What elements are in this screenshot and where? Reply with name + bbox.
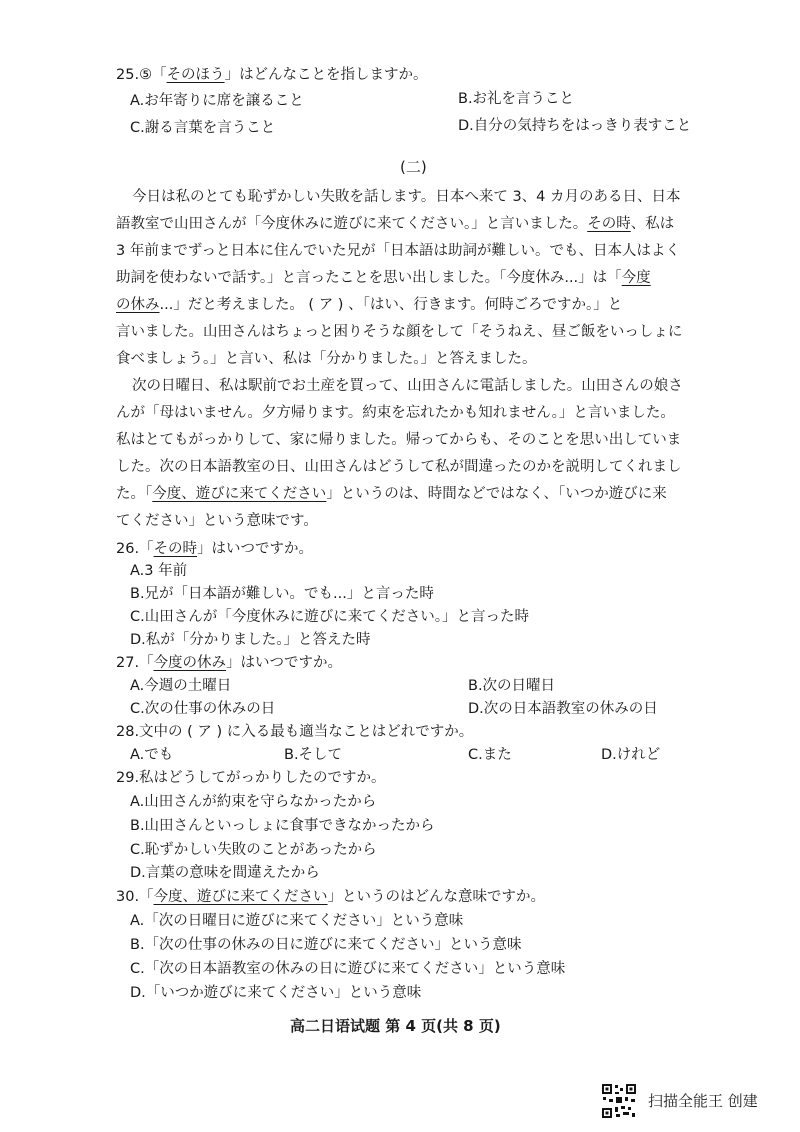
passage-line: 食べましょう。」と言い、私は「分かりました。」と答えました。 [116, 351, 537, 367]
q27-option-c: C.次の仕事の休みの日 [130, 701, 276, 717]
passage-text: 、私は [630, 216, 675, 232]
passage-line: てください」という意味です。 [116, 513, 318, 529]
q28-stem: 28.文中の ( ア ) に入る最も適当なことはどれですか。 [116, 724, 474, 740]
passage-text: た。「 [116, 486, 153, 502]
passage-line: 言いました。山田さんはちょっと困りそうな顔をして「そうねえ、昼ご飯をいっしょに [116, 324, 683, 340]
q25-open-quote: 「 [152, 67, 167, 83]
q30-option-b: B.「次の仕事の休みの日に遊びに来てください」という意味 [130, 937, 522, 953]
passage-text: 」というのは、時間などではなく、「いつか遊びに来 [326, 486, 667, 502]
q30-underlined-term: 今度、遊びに来てください [153, 889, 328, 905]
q26-number: 26.「 [116, 541, 154, 557]
q28-option-d: D.けれど [601, 747, 661, 763]
qr-code-icon [601, 1083, 637, 1119]
q25-close-quote: 」 [224, 67, 240, 83]
q25-option-d: D.自分の気持ちをはっきり表すこと [458, 118, 692, 134]
q26-option-d: D.私が「分かりました。」と答えた時 [130, 632, 371, 648]
underlined-kondo-asobi: 今度、遊びに来てください [152, 486, 327, 502]
q25-option-b: B.お礼を言うこと [458, 91, 575, 107]
section-heading: (二) [400, 158, 427, 176]
q30-option-c: C.「次の日本語教室の休みの日に遊びに来てください」という意味 [130, 961, 566, 977]
passage-line [116, 266, 651, 290]
passage-line [116, 212, 674, 236]
q25-stem [116, 64, 428, 86]
q30-option-d: D.「いつか遊びに来てください」という意味 [130, 985, 422, 1001]
q30-stem [116, 886, 545, 908]
passage-text: ...」だと考えました。 ( ア ) 、「はい、行きます。何時ごろですか。」と [159, 297, 623, 313]
q28-option-c: C.また [468, 747, 512, 763]
passage-line [116, 293, 622, 317]
passage-line: した。次の日本語教室の日、山田さんはどうして私が間違ったのかを説明してくれまし [116, 459, 682, 475]
passage-line: 3 年前までずっと日本に住んでいた兄が「日本語は助詞が難しい。でも、日本人はよく [116, 243, 680, 259]
passage-line: 私はとてもがっかりして、家に帰りました。帰ってからも、そのことを思い出していま [116, 432, 682, 448]
q27-stem [116, 652, 342, 674]
q30-question-text: 」というのはどんな意味ですか。 [327, 889, 546, 905]
q29-option-b: B.山田さんといっしょに食事できなかったから [130, 818, 435, 834]
underlined-no-yasumi: の休み [116, 297, 160, 313]
q27-option-d: D.次の日本語教室の休みの日 [468, 701, 658, 717]
q27-underlined-term: 今度の休み [153, 655, 227, 671]
q25-question-text: はどんなことを指しますか。 [239, 67, 428, 83]
q28-option-b: B.そして [284, 747, 343, 763]
q28-option-a: A.でも [130, 747, 174, 763]
q30-number: 30.「 [116, 889, 154, 905]
q29-option-c: C.恥ずかしい失敗のことがあったから [130, 842, 377, 858]
q25-underlined-term: そのほう [166, 67, 225, 83]
q30-option-a: A.「次の日曜日に遊びに来てください」という意味 [130, 913, 464, 929]
passage-line: んが「母はいません。夕方帰ります。約束を忘れたかも知れません。」と言いました。 [116, 405, 675, 421]
q29-option-a: A.山田さんが約束を守らなかったから [130, 794, 377, 810]
q25-number: 25. [116, 67, 140, 83]
q26-question-text: 」はいつですか。 [197, 541, 314, 557]
q26-option-c: C.山田さんが「今度休みに遊びに来てください。」と言った時 [130, 609, 529, 625]
underlined-sono-toki: その時 [587, 216, 631, 232]
passage-text: 語教室で山田さんが「今度休みに遊びに来てください。」と言いました。 [116, 216, 588, 232]
scanner-watermark: 扫描全能王 创建 [648, 1092, 758, 1110]
page-footer: 高二日语试题 第 4 页(共 8 页) [290, 1017, 501, 1035]
q25-circled-number: ⑤ [139, 67, 153, 83]
q26-underlined-term: その時 [153, 541, 198, 557]
q27-number: 27.「 [116, 655, 154, 671]
q25-option-c: C.謝る言葉を言うこと [130, 120, 276, 136]
q27-question-text: 」はいつですか。 [226, 655, 343, 671]
q29-stem: 29.私はどうしてがっかりしたのですか。 [116, 770, 386, 786]
underlined-kondo: 今度 [621, 270, 651, 286]
q26-option-b: B.兄が「日本語が難しい。でも...」と言った時 [130, 586, 434, 602]
passage-line [116, 482, 667, 506]
q27-option-b: B.次の日曜日 [468, 678, 556, 694]
q27-option-a: A.今週の土曜日 [130, 678, 232, 694]
passage-line: 今日は私のとても恥ずかしい失敗を話します。日本へ来て 3、4 カ月のある日、日本 [132, 189, 681, 205]
q29-option-d: D.言葉の意味を間違えたから [130, 865, 320, 881]
q26-stem [116, 538, 313, 560]
q26-option-a: A.3 年前 [130, 563, 188, 579]
q25-option-a: A.お年寄りに席を譲ること [130, 93, 304, 109]
passage-line: 次の日曜日、私は駅前でお土産を買って、山田さんに電話しました。山田さんの娘さ [132, 378, 683, 394]
passage-text: 助詞を使わないで話す。」と言ったことを思い出しました。「今度休み...」は「 [116, 270, 622, 286]
